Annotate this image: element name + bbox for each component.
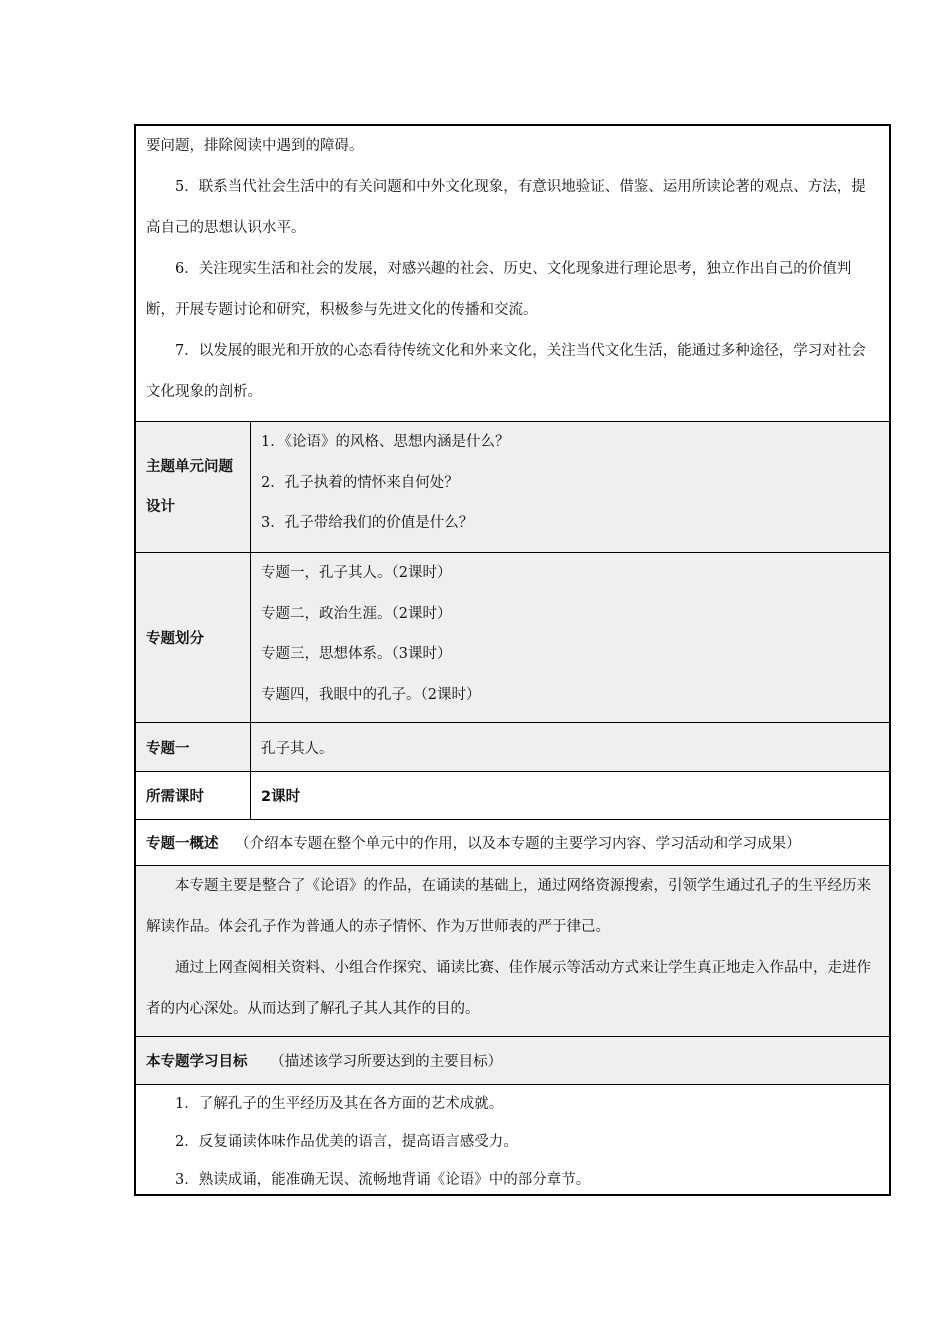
goals-label: 本专题学习目标 <box>146 1054 248 1070</box>
goals-header-cell <box>136 1037 889 1084</box>
topics-label: 专题划分 <box>136 553 251 722</box>
question-item: 2．孔子执着的情怀来自何处？ <box>261 474 459 491</box>
overview-header-cell <box>136 820 889 865</box>
overview-label: 专题一概述 <box>146 836 219 852</box>
topic-item: 专题一，孔子其人。（2课时） <box>261 565 452 581</box>
overview-body-cell <box>136 866 889 1036</box>
standard-item: 5．联系当代社会生活中的有关问题和中外文化现象，有意识地验证、借鉴、运用所读论著的观点、方法，提高自己的思想认识水平。 <box>146 179 866 236</box>
topic-item: 专题四，我眼中的孔子。（2课时） <box>261 686 481 703</box>
hours-row <box>136 771 889 819</box>
questions-row <box>136 421 889 552</box>
topic1-cell <box>251 723 889 771</box>
standards-continuation: 要问题，排除阅读中遇到的障碍。 <box>146 138 364 154</box>
overview-paragraph: 通过上网查阅相关资料、小组合作探究、诵读比赛、佳作展示等活动方式来让学生真正地走入作品中，走进作者的内心深处。从而达到了解孔子其人其作的目的。 <box>146 960 871 1017</box>
goals-body-cell <box>136 1085 889 1194</box>
goal-item: 3．熟读成诵，能准确无误、流畅地背诵《论语》中的部分章节。 <box>175 1172 591 1188</box>
goal-item: 1．了解孔子的生平经历及其在各方面的艺术成就。 <box>175 1096 504 1112</box>
standard-item: 6．关注现实生活和社会的发展，对感兴趣的社会、历史、文化现象进行理论思考，独立作出自己的价值判断，开展专题讨论和研究，积极参与先进文化的传播和交流。 <box>146 261 852 318</box>
overview-note: （介绍本专题在整个单元中的作用，以及本专题的主要学习内容、学习活动和学习成果） <box>235 836 801 852</box>
standards-cell <box>136 126 889 421</box>
topic1-value: 孔子其人。 <box>261 740 334 757</box>
questions-cell <box>251 422 889 552</box>
overview-header-row <box>136 819 889 865</box>
goals-note: （描述该学习所要达到的主要目标） <box>270 1054 503 1070</box>
goal-item: 2．反复诵读体味作品优美的语言，提高语言感受力。 <box>175 1134 518 1150</box>
topic-item: 专题二，政治生涯。（2课时） <box>261 605 452 622</box>
overview-paragraph: 本专题主要是整合了《论语》的作品，在诵读的基础上，通过网络资源搜索，引领学生通过孔子的生平经历来解读作品。体会孔子作为普通人的赤子情怀、作为万世师表的严于律己。 <box>146 878 871 935</box>
hours-value: 2课时 <box>261 789 301 805</box>
overview-body-row <box>136 865 889 1036</box>
standards-row <box>136 126 889 421</box>
unit-design-table <box>134 124 891 1196</box>
topic-item: 专题三，思想体系。（3课时） <box>261 646 452 662</box>
goals-header-row <box>136 1036 889 1084</box>
topics-cell <box>251 553 889 722</box>
goals-body-row <box>136 1084 889 1194</box>
topic1-row <box>136 722 889 771</box>
hours-label: 所需课时 <box>136 772 251 819</box>
questions-label: 主题单元问题设计 <box>136 422 251 552</box>
topic1-label: 专题一 <box>136 723 251 771</box>
standard-item: 7．以发展的眼光和开放的心态看待传统文化和外来文化，关注当代文化生活，能通过多种途径，学习对社会文化现象的剖析。 <box>146 343 866 400</box>
topics-row <box>136 552 889 722</box>
question-item: 3．孔子带给我们的价值是什么？ <box>261 515 474 531</box>
hours-cell <box>251 772 889 819</box>
question-item: 1．《论语》的风格、思想内涵是什么？ <box>261 434 510 450</box>
